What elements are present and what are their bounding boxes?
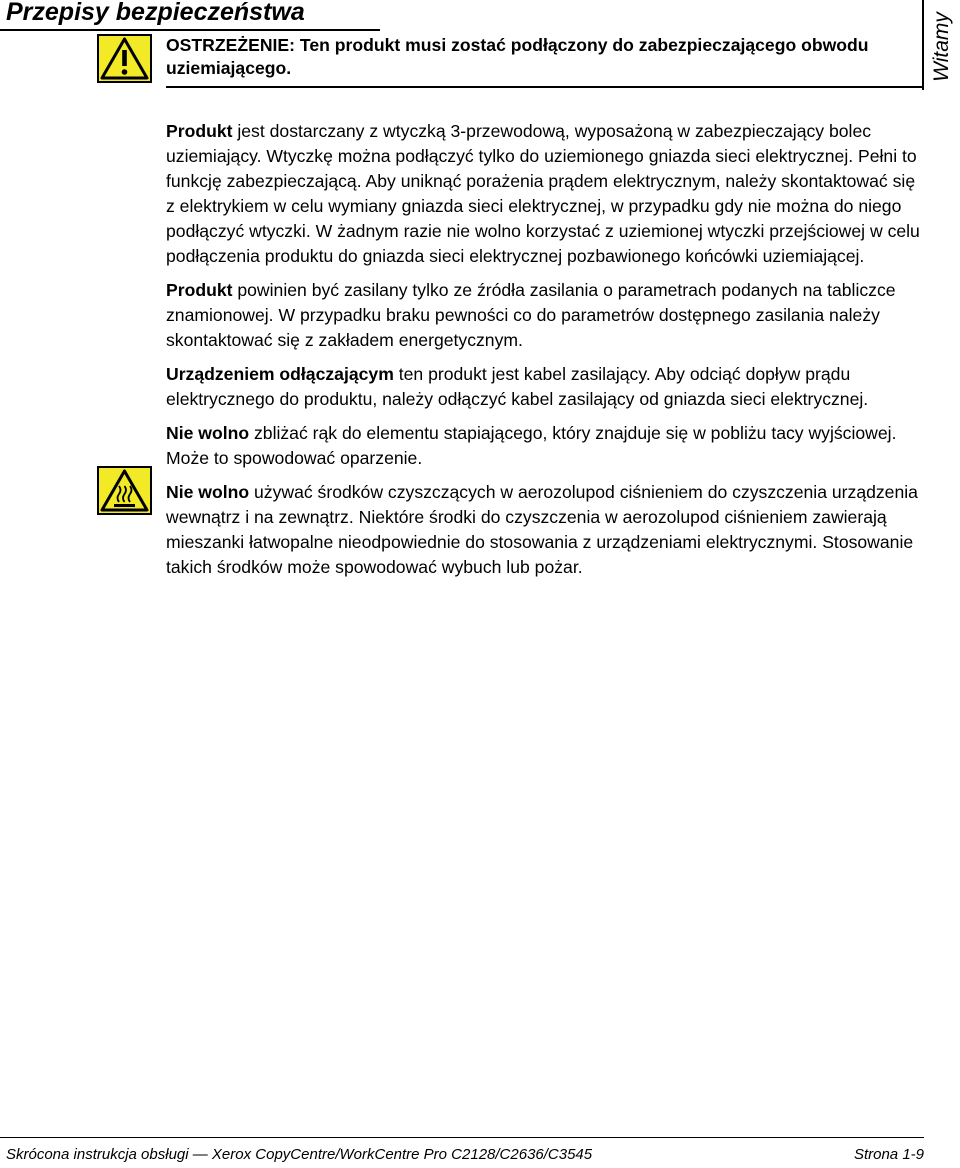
paragraph-body: powinien być zasilany tylko ze źródła zasilania o parametrach podanych na tabliczce znamionowej. W przypadku braku pewności co do parametrów dostępnego zasilania należy skontaktować się z zakładem energetycznym. (166, 280, 896, 350)
paragraph-lead: Produkt (166, 280, 233, 300)
warning-text: OSTRZEŻENIE: Ten produkt musi zostać podłączony do zabezpieczającego obwodu uziemiającego. (166, 35, 869, 78)
paragraph-fuser (166, 421, 926, 471)
paragraph-grounding (166, 119, 926, 269)
footer-rule (0, 1137, 924, 1138)
paragraph-disconnect (166, 362, 926, 412)
footer-document-title: Skrócona instrukcja obsługi — Xerox CopyCentre/WorkCentre Pro C2128/C2636/C3545 (6, 1146, 593, 1163)
side-tab (924, 6, 960, 88)
paragraph-body: zbliżać rąk do elementu stapiającego, który znajduje się w pobliżu tacy wyjściowej. Może to spowodować oparzenie. (166, 423, 897, 468)
hot-surface-icon (97, 466, 152, 515)
title-rule (0, 29, 380, 31)
side-tab-label: Witamy (930, 12, 953, 82)
paragraph-lead: Nie wolno (166, 423, 250, 443)
body-text (166, 119, 926, 589)
footer-page-number: Strona 1-9 (853, 1146, 924, 1163)
paragraph-body: jest dostarczany z wtyczką 3-przewodową, wyposażoną w zabezpieczający bolec uziemiający. Wtyczkę można podłączyć tylko do uziemionego gniazda sieci elektrycznej. Pełni to funkcję zabezpieczającą. Aby uniknąć porażenia prądem elektrycznym, należy skontaktować się z elektrykiem w celu wymiany gniazda sieci elektrycznej, w przypadku gdy nie można do niego podłączyć wtyczki. W żadnym razie nie wolno korzystać z uziemionej wtyczki przejściowej w celu podłączenia produktu do gniazda sieci elektrycznej pozbawionego końcówki uziemiającej. (166, 121, 920, 266)
paragraph-lead: Urządzeniem odłączającym (166, 364, 394, 384)
paragraph-lead: Nie wolno (166, 482, 250, 502)
paragraph-power-source (166, 278, 926, 353)
paragraph-body: używać środków czyszczących w aerozolupod ciśnieniem do czyszczenia urządzenia wewnątrz i na zewnątrz. Niektóre środki do czyszczenia w aerozolupod ciśnieniem zawierają mieszanki łatwopalne nieodpowiednie do stosowania z urządzeniami elektrycznymi. Stosowanie takich środków może spowodować wybuch lub pożar. (166, 482, 918, 577)
paragraph-body: ten produkt jest kabel zasilający. Aby odciąć dopływ prądu elektrycznego do produktu, należy odłączyć kabel zasilający od gniazda sieci elektrycznej. (166, 364, 869, 409)
page-title: Przepisy bezpieczeństwa (6, 0, 305, 26)
warning-triangle-icon (97, 34, 152, 83)
paragraph-lead: Produkt (166, 121, 233, 141)
warning-rule (166, 86, 922, 88)
paragraph-aerosol (166, 480, 926, 580)
